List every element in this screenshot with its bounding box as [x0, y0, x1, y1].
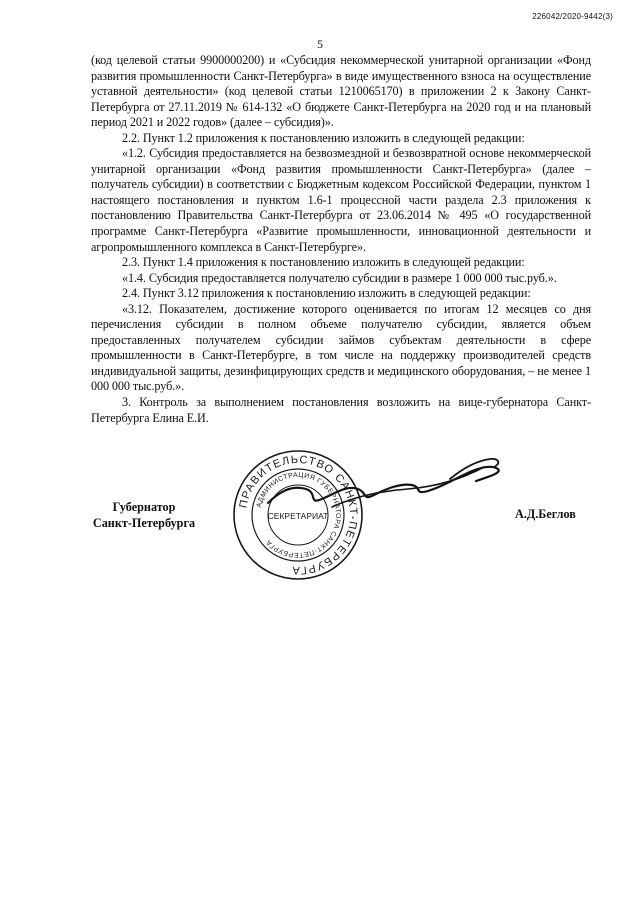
paragraph-item-3: 3. Контроль за выполнением постановления возложить на вице-губернатора Санкт-Петербурга Елина Е.И. [91, 395, 591, 425]
paragraph-clause-1-4: «1.4. Субсидия предоставляется получателю субсидии в размере 1 000 000 тыс.руб.». [122, 270, 557, 285]
document-body [91, 53, 591, 426]
signatory-title [84, 500, 204, 531]
paragraph-item-2-3: 2.3. Пункт 1.4 приложения к постановлению изложить в следующей редакции: [122, 255, 525, 270]
paragraph-item-2-4: 2.4. Пункт 3.12 приложения к постановлению изложить в следующей редакции: [122, 286, 531, 301]
paragraph-clause-3-12: «3.12. Показателем, достижение которого оценивается по итогам 12 месяцев со дня перечисления субсидии в полном объеме получателю субсидии, является объем предоставленных получателем субсидии займов субъектам деятельности в сфере промышленности в Санкт-Петербурге, в том числе на поддержку производителей средств индивидуальной защиты, дезинфицирующих средств и медицинского оборудования, – не менее 1 000 000 тыс.руб.». [91, 301, 591, 394]
page-number: 5 [317, 37, 323, 51]
signatory-title-line2: Санкт-Петербурга [92, 515, 196, 530]
signatory-title-line1: Губернатор [112, 500, 176, 514]
paragraph-item-2-2: 2.2. Пункт 1.2 приложения к постановлению изложить в следующей редакции: [122, 130, 525, 145]
handwritten-signature [262, 445, 512, 525]
seal-outer-text: ПРАВИТЕЛЬСТВО САНКТ-ПЕТЕРБУРГА [237, 453, 360, 577]
seal-center-text: СЕКРЕТАРИАТ [267, 511, 329, 521]
document-id: 226042/2020-9442(3) [532, 12, 613, 21]
paragraph-clause-1-2: «1.2. Субсидия предоставляется на безвозмездной и безвозвратной основе некоммерческой унитарной организации «Фонд развития промышленности Санкт-Петербурга» (далее – получатель субсидии) в соответствии с Бюджетным кодексом Российской Федерации, пунктом 1 настоящего постановления и пунктом 1.6-1 процессной части раздела 2.3 приложения к постановлению Правительства Санкт-Петербурга от 23.06.2014 № 495 «О государственной программе Санкт-Петербурга «Развитие промышленности, инновационной деятельности и агропромышленного комплекса в Санкт-Петербурге». [91, 146, 591, 254]
paragraph-continuation: (код целевой статьи 9900000200) и «Субсидия некоммерческой унитарной организации «Фонд развития промышленности Санкт-Петербурга» в виде имущественного взноса на осуществление уставной деятельности» (код целевой статьи 1210065170) в приложении 2 к Закону Санкт-Петербурга от 27.11.2019 № 614-132 «О бюджете Санкт-Петербурга на 2020 год и на плановый период 2021 и 2022 годов» (далее – субсидия)». [91, 53, 591, 130]
signatory-name: А.Д.Беглов [515, 507, 576, 521]
seal-inner-text: АДМИНИСТРАЦИЯ ГУБЕРНАТОРА САНКТ-ПЕТЕРБУРГА [255, 471, 342, 559]
